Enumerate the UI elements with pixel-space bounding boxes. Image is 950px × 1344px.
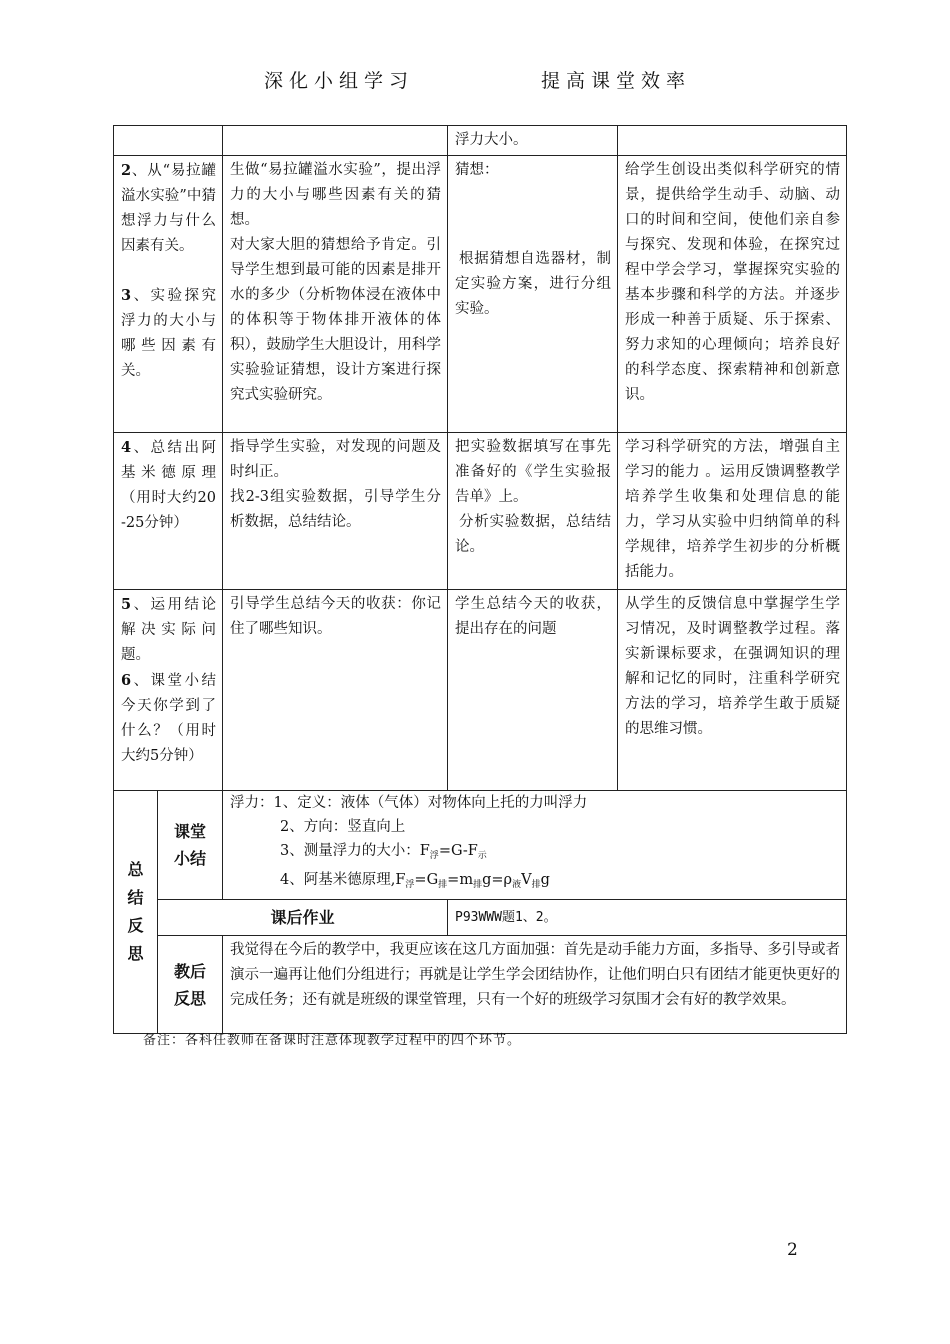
- student-activity-cell: [448, 433, 618, 590]
- step-text: 、实验探究浮力的大小与哪些因素有关。: [121, 288, 216, 379]
- teacher-activity-cell: [223, 433, 448, 590]
- reflection-label: [158, 936, 223, 1034]
- teacher-activity-cell: [223, 590, 448, 791]
- summary-line: 2、方向：竖直向上: [280, 819, 406, 835]
- footnote: 备注：各科任教师在备课时注意体现教学过程中的四个环节。: [143, 1033, 522, 1048]
- table-row: [114, 900, 847, 936]
- step-number: 6: [121, 672, 132, 689]
- summary-line: 4、阿基米德原理$,F_浮=G_排=m_排g=\rho_液V_排g$: [280, 872, 550, 890]
- table-row: [114, 791, 847, 900]
- teacher-text: 引导学生总结今天的收获：你记住了哪些知识。: [230, 596, 441, 637]
- table-cell: [114, 126, 223, 156]
- step-text: 、课堂小结今天你学到了什么？（用时大约5分钟）: [121, 673, 216, 764]
- step-text: 、总结出阿基米德原理（用时大约20-25分钟）: [121, 440, 216, 531]
- step-number: 2: [121, 162, 132, 179]
- intent-text: 从学生的反馈信息中掌握学生学习情况，及时调整教学过程。落实新课标要求，在强调知识的理解和记忆的同时，注重科学研究方法的学习，培养学生敢于质疑的思维习惯。: [625, 596, 840, 737]
- teacher-activity-cell: [223, 156, 448, 433]
- label-text: 课堂小结: [173, 822, 206, 868]
- page-number: 2: [787, 1240, 798, 1260]
- label-text: 教后反思: [173, 961, 206, 1008]
- student-text: 根据猜想自选器材，制定实验方案，进行分组实验。: [455, 251, 611, 317]
- student-activity-cell: [448, 156, 618, 433]
- table-row: [114, 156, 847, 433]
- class-summary-label: [158, 791, 223, 900]
- step-cell: [114, 590, 223, 791]
- homework-label: [158, 900, 448, 936]
- teacher-text: 指导学生实验，对发现的问题及时纠正。: [230, 439, 441, 480]
- class-summary-content: [223, 791, 847, 900]
- table-row: [114, 433, 847, 590]
- summary-line: 3、测量浮力的大小：$F_浮=G-F_示$: [280, 843, 487, 861]
- step-number: 3: [121, 287, 132, 304]
- cell-text: 浮力大小。: [455, 132, 528, 148]
- step-cell: [114, 433, 223, 590]
- step-5: [121, 592, 216, 668]
- step-number: 4: [121, 439, 132, 456]
- design-intent-cell: [618, 156, 847, 433]
- lesson-plan-table: [113, 125, 847, 1034]
- header-right: 提高课堂效率: [541, 70, 692, 92]
- summary-line: 浮力：1、定义：液体（气体）对物体向上托的力叫浮力: [230, 795, 588, 811]
- teacher-text: 找2-3组实验数据，引导学生分析数据，总结结论。: [230, 489, 441, 530]
- intent-text: 给学生创设出类似科学研究的情景，提供给学生动手、动脑、动口的时间和空间，使他们亲自参与探究、发现和体验，在探究过程中学会学习，掌握探究实验的基本步骤和科学的方法。并逐步形成一种善于质疑、乐于探索、努力求知的心理倾向；培养良好的科学态度、探索精神和创新意识。: [625, 162, 840, 403]
- step-4: [121, 435, 216, 536]
- section-label-text: 总结反思: [127, 860, 144, 963]
- intent-text: 学习科学研究的方法，增强自主学习的能力 。运用反馈调整教学培养学生收集和处理信息的能力，学习从实验中归纳简单的科学规律，培养学生初步的分析概括能力。: [625, 439, 840, 580]
- student-text: 分析实验数据，总结结论。: [455, 514, 611, 555]
- step-number: 5: [121, 596, 132, 613]
- page-header: [0, 66, 950, 96]
- student-text: 学生总结今天的收获，提出存在的问题: [455, 596, 611, 637]
- summary-section-label: [114, 791, 158, 1034]
- reflection-text: 我觉得在今后的教学中，我更应该在这几方面加强：首先是动手能力方面，多指导、多引导或者演示一遍再让他们分组进行；再就是让学生学会团结协作，让他们明白只有团结才能更快更好的完成任务；还有就是班级的课堂管理，只有一个好的班级学习氛围才会有好的教学效果。: [230, 942, 840, 1008]
- step-text: 、运用结论解决实际问题。: [121, 597, 216, 663]
- design-intent-cell: [618, 433, 847, 590]
- table-row: [114, 126, 847, 156]
- homework-content: [448, 900, 847, 936]
- step-text: 、从“易拉罐溢水实验”中猜想浮力与什么因素有关。: [121, 163, 216, 254]
- design-intent-cell: [618, 590, 847, 791]
- header-left: 深化小组学习: [264, 70, 415, 92]
- label-text: 课后作业: [270, 908, 335, 927]
- table-cell: [618, 126, 847, 156]
- table-cell: [448, 126, 618, 156]
- student-text: 把实验数据填写在事先准备好的《学生实验报告单》上。: [455, 439, 611, 505]
- reflection-content: [223, 936, 847, 1034]
- step-3: [121, 283, 216, 384]
- student-text: 猜想：: [455, 162, 499, 178]
- teacher-text: 生做“易拉罐溢水实验”，提出浮力的大小与哪些因素有关的猜想。: [230, 162, 441, 228]
- table-row: [114, 590, 847, 791]
- teacher-text: 对大家大胆的猜想给予肯定。引导学生想到最可能的因素是排开水的多少（分析物体浸在液体中的体积等于物体排开液体的体积），鼓励学生大胆设计，用科学实验验证猜想，设计方案进行探究式实验研究。: [230, 237, 441, 403]
- step-6: [121, 668, 216, 769]
- table-row: [114, 936, 847, 1034]
- table-cell: [223, 126, 448, 156]
- step-cell: [114, 156, 223, 433]
- homework-text: P93WWW题1、2。: [455, 910, 557, 925]
- student-activity-cell: [448, 590, 618, 791]
- step-2: [121, 158, 216, 259]
